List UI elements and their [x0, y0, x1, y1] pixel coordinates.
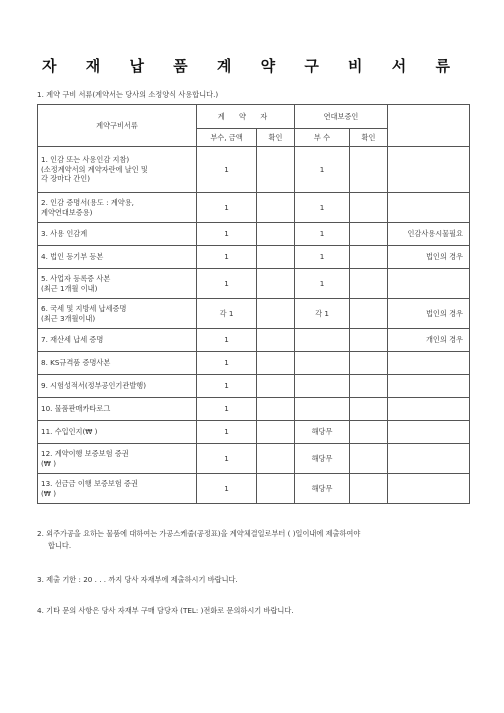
table-row	[38, 193, 470, 223]
table-row	[38, 352, 470, 375]
row-guarantor-copies: 1	[295, 269, 350, 299]
row-guarantor-confirm	[350, 375, 388, 398]
row-copies: 1	[197, 223, 257, 246]
note-3: 3. 제출 기한 : 20 . . . 까지 당사 자재부에 제출하시기 바랍니다.	[37, 575, 238, 584]
row-guarantor-confirm	[350, 352, 388, 375]
row-guarantor-confirm	[350, 246, 388, 269]
header-confirm: 확인	[257, 129, 295, 147]
documents-table	[37, 104, 470, 504]
row-guarantor-copies: 해당무	[295, 474, 350, 504]
row-guarantor-confirm	[350, 398, 388, 421]
table-row	[38, 398, 470, 421]
row-confirm	[257, 352, 295, 375]
row-note: 개인의 경우	[388, 329, 470, 352]
row-confirm	[257, 375, 295, 398]
row-guarantor-copies: 1	[295, 147, 350, 193]
section-intro: 1. 계약 구비 서류(계약서는 당사의 소정양식 사용합니다.)	[37, 90, 219, 99]
row-guarantor-copies: 1	[295, 193, 350, 223]
table-row	[38, 421, 470, 444]
row-note: 법인의 경우	[388, 246, 470, 269]
table-row	[38, 474, 470, 504]
row-note	[388, 421, 470, 444]
row-item: 13. 선금금 이행 보증보험 증권 (₩ )	[38, 474, 197, 504]
row-note	[388, 147, 470, 193]
note-4: 4. 기타 문의 사항은 당사 자재부 구매 담당자 (TEL: )전화로 문의하시기 바랍니다.	[37, 606, 294, 615]
table-row	[38, 246, 470, 269]
row-copies: 1	[197, 352, 257, 375]
row-guarantor-confirm	[350, 269, 388, 299]
row-item: 10. 물품판매카타로그	[38, 398, 197, 421]
row-note	[388, 444, 470, 474]
row-guarantor-copies	[295, 375, 350, 398]
row-item: 8. KS규격품 증명사본	[38, 352, 197, 375]
row-guarantor-confirm	[350, 421, 388, 444]
row-note	[388, 474, 470, 504]
note-2-line2: 합니다.	[48, 541, 72, 550]
row-item: 6. 국세 및 지방세 납세증명 (최근 3개월이내)	[38, 299, 197, 329]
table-row	[38, 299, 470, 329]
row-item: 12. 계약이행 보증보험 증권 (₩ )	[38, 444, 197, 474]
row-copies: 1	[197, 398, 257, 421]
row-confirm	[257, 421, 295, 444]
row-item: 11. 수입인지(₩ )	[38, 421, 197, 444]
table-row	[38, 375, 470, 398]
row-guarantor-confirm	[350, 193, 388, 223]
row-note: 법인의 경우	[388, 299, 470, 329]
row-guarantor-confirm	[350, 474, 388, 504]
header-guarantor-confirm: 확인	[350, 129, 388, 147]
row-guarantor-copies	[295, 398, 350, 421]
row-note	[388, 375, 470, 398]
row-guarantor-confirm	[350, 329, 388, 352]
row-guarantor-copies: 1	[295, 223, 350, 246]
row-copies: 1	[197, 193, 257, 223]
row-guarantor-confirm	[350, 147, 388, 193]
row-confirm	[257, 269, 295, 299]
row-note	[388, 193, 470, 223]
row-note	[388, 352, 470, 375]
row-guarantor-copies	[295, 329, 350, 352]
row-confirm	[257, 299, 295, 329]
row-copies: 각 1	[197, 299, 257, 329]
note-2-line1: 2. 외주가공을 요하는 물품에 대하여는 가공스케줄(공정표)을 계약체결일로부터 ( )일이내에 제출하여야	[37, 529, 361, 538]
row-item: 9. 시험성적서(정부공인기관발행)	[38, 375, 197, 398]
row-confirm	[257, 223, 295, 246]
row-item: 7. 재산세 납세 증명	[38, 329, 197, 352]
page-title: 자 재 납 품 계 약 구 비 서 류	[42, 57, 462, 75]
header-guarantor: 연대보증인	[295, 105, 388, 129]
row-note: 인감사용시물필요	[388, 223, 470, 246]
row-item: 3. 사용 인감계	[38, 223, 197, 246]
row-note	[388, 269, 470, 299]
row-copies: 1	[197, 147, 257, 193]
row-confirm	[257, 193, 295, 223]
row-item: 2. 인감 증명서(용도 : 계약용, 계약연대보증용)	[38, 193, 197, 223]
table-row	[38, 147, 470, 193]
row-confirm	[257, 444, 295, 474]
header-contractor: 계 약 자	[197, 105, 295, 129]
row-guarantor-copies: 해당무	[295, 421, 350, 444]
row-guarantor-copies	[295, 352, 350, 375]
row-confirm	[257, 246, 295, 269]
row-copies: 1	[197, 329, 257, 352]
row-confirm	[257, 147, 295, 193]
table-row	[38, 223, 470, 246]
header-note	[388, 105, 470, 147]
row-guarantor-confirm	[350, 444, 388, 474]
header-guarantor-copies: 부 수	[295, 129, 350, 147]
header-item: 계약구비서류	[38, 105, 197, 147]
row-guarantor-copies: 1	[295, 246, 350, 269]
row-guarantor-copies: 각 1	[295, 299, 350, 329]
note-2	[37, 528, 360, 552]
row-guarantor-confirm	[350, 223, 388, 246]
table-row	[38, 269, 470, 299]
row-confirm	[257, 398, 295, 421]
row-guarantor-confirm	[350, 299, 388, 329]
row-copies: 1	[197, 269, 257, 299]
table-row	[38, 329, 470, 352]
row-confirm	[257, 474, 295, 504]
row-copies: 1	[197, 444, 257, 474]
row-copies: 1	[197, 375, 257, 398]
row-copies: 1	[197, 246, 257, 269]
row-copies: 1	[197, 421, 257, 444]
row-item: 5. 사업자 등록증 사본 (최근 1개월 이내)	[38, 269, 197, 299]
row-confirm	[257, 329, 295, 352]
header-copies: 부수, 금액	[197, 129, 257, 147]
row-item: 1. 인감 또는 사용인감 지참) (소정계약서의 계약자란에 날인 및 각 장마다 간인)	[38, 147, 197, 193]
row-note	[388, 398, 470, 421]
table-row	[38, 444, 470, 474]
row-copies: 1	[197, 474, 257, 504]
row-item: 4. 법인 등기부 등본	[38, 246, 197, 269]
row-guarantor-copies: 해당무	[295, 444, 350, 474]
